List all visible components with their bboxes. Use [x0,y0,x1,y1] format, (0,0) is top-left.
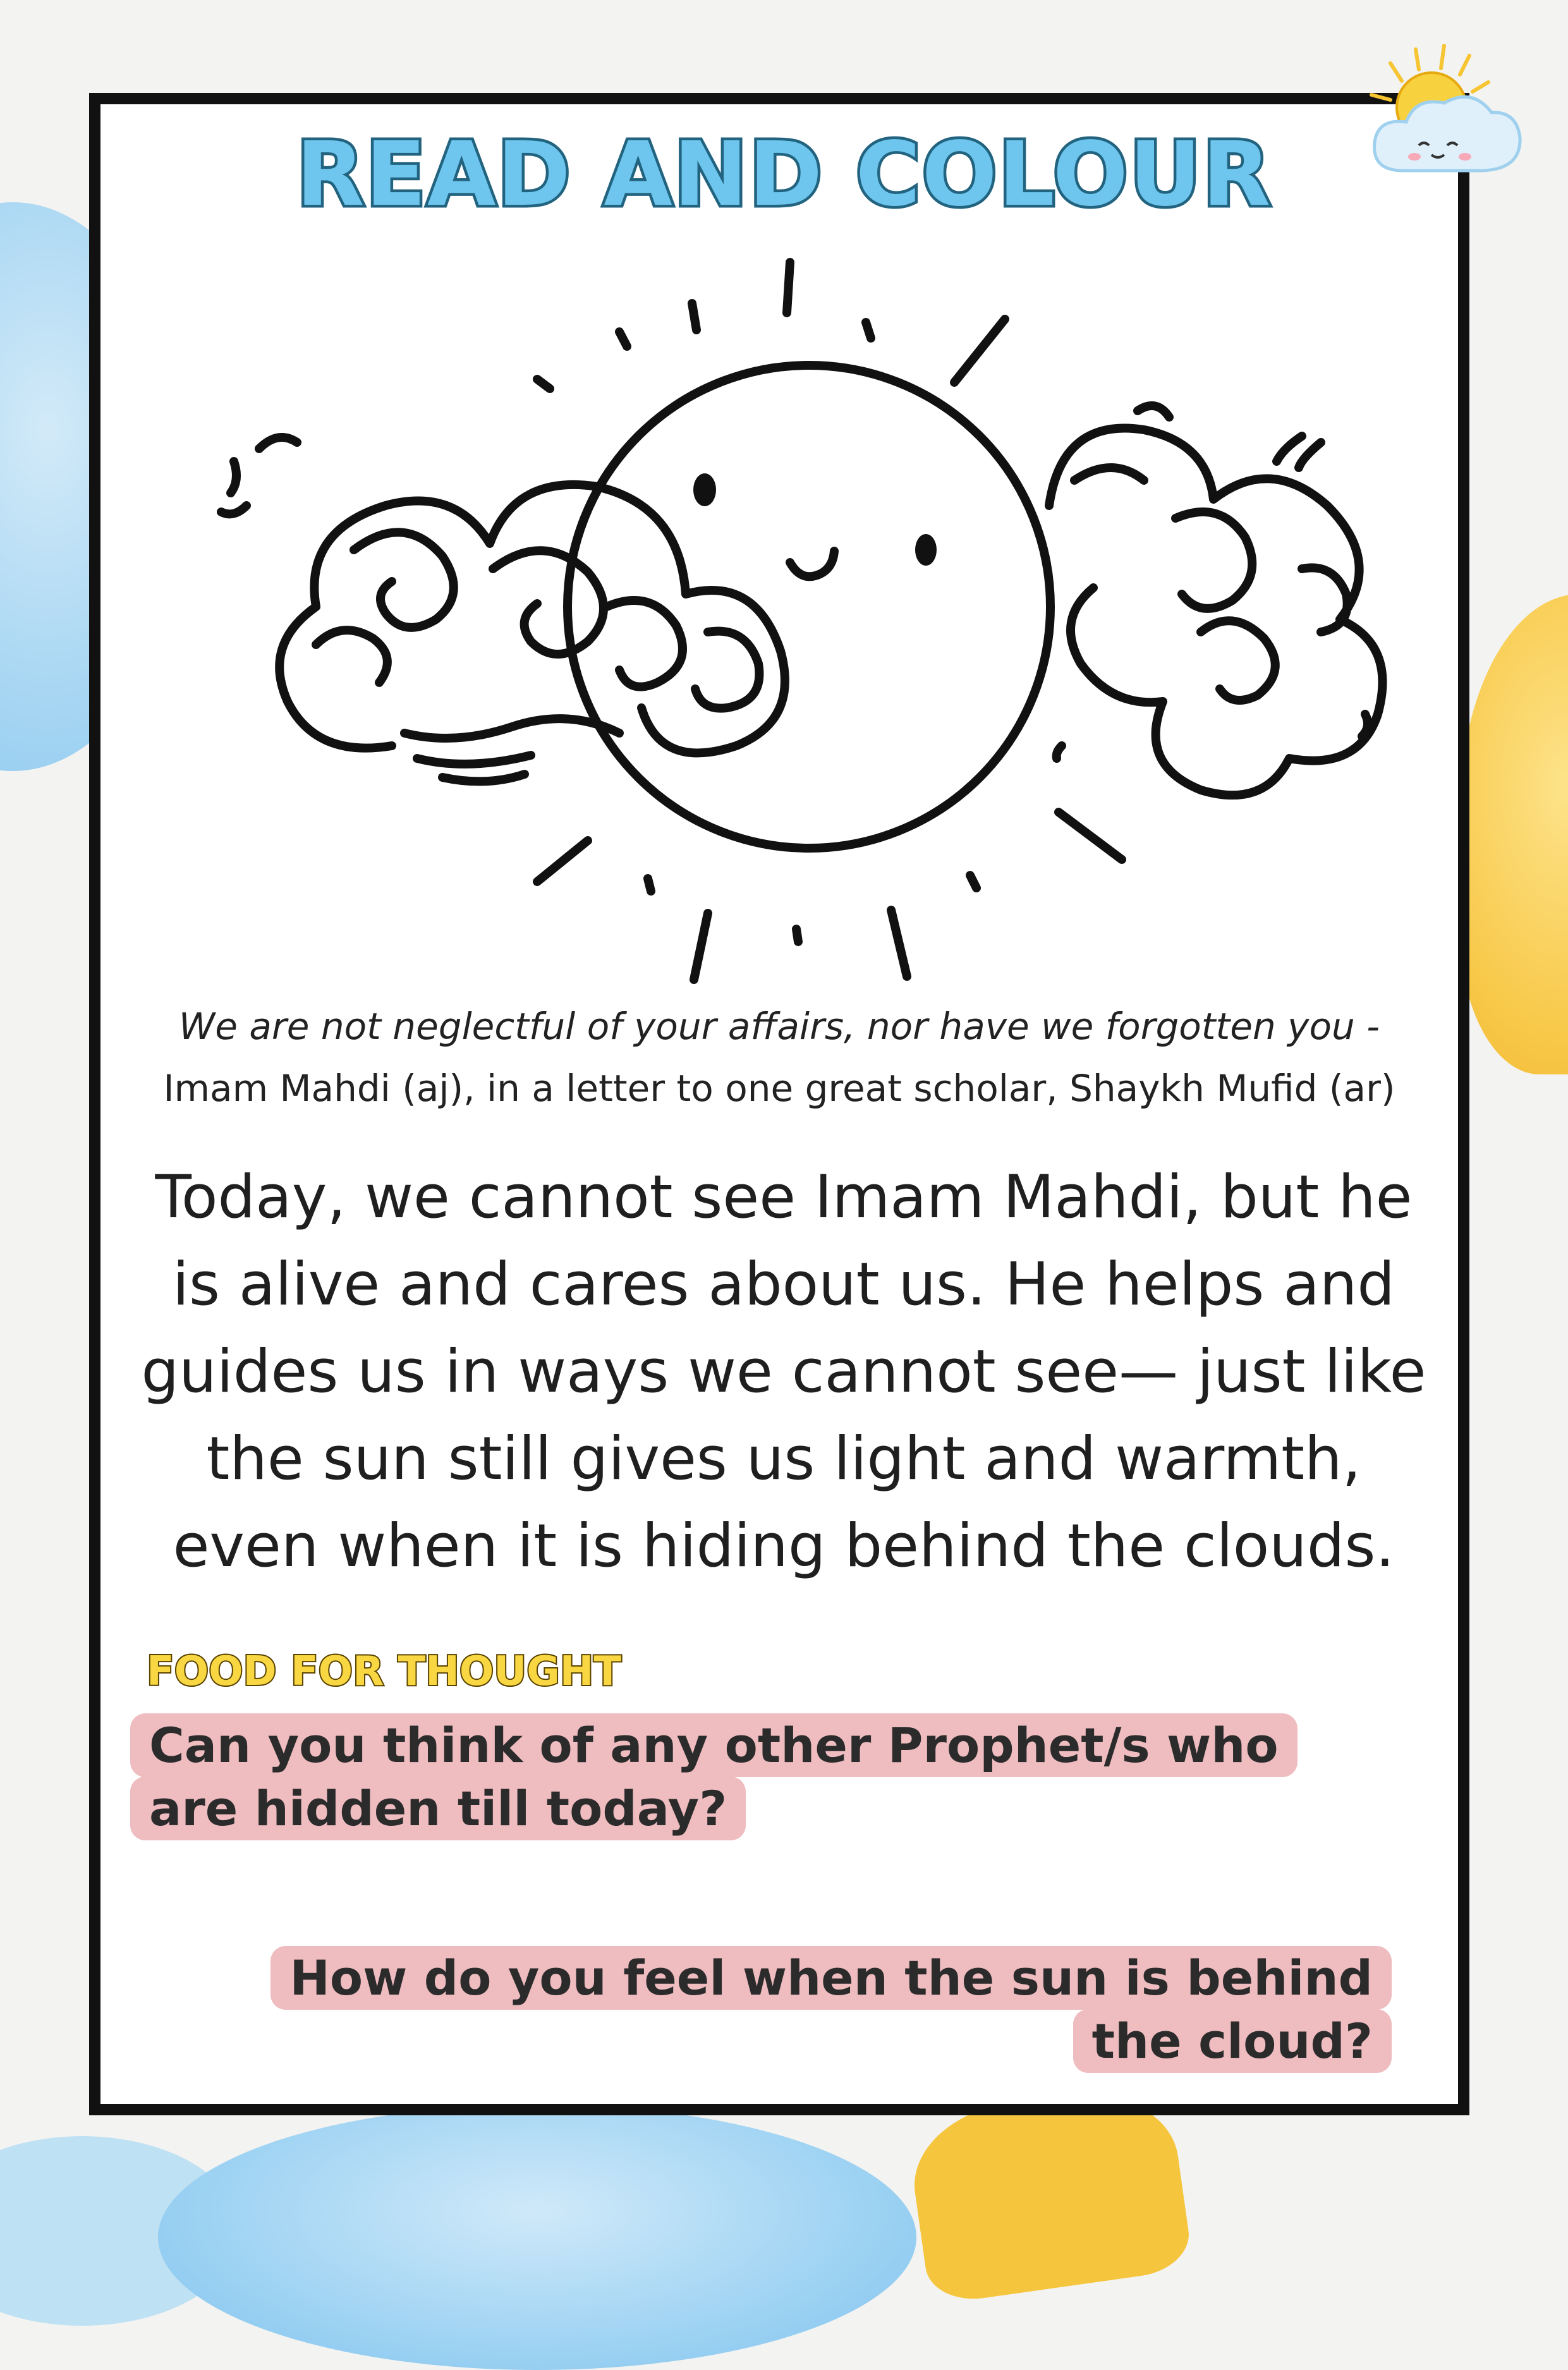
food-for-thought-heading: FOOD FOR THOUGHT [147,1648,621,1695]
question-1 [130,1714,1350,1840]
question-1-text: Can you think of any other Prophet/s who are hidden till today? [130,1713,1298,1840]
question-2-text: How do you feel when the sun is behind the cloud? [270,1946,1392,2073]
quote-line-1: We are not neglectful of your affairs, nor have we forgotten you - [178,1005,1380,1048]
watercolor-blue-bottom [158,2105,916,2370]
body-paragraph: Today, we cannot see Imam Mahdi, but he is alive and cares about us. He helps and guides us in ways we cannot see— just like the sun still gives us light and warmth, even when it is hiding behind the clouds. [141,1163,1426,1581]
sun-cloud-illustration [164,253,1416,1011]
watercolor-yellow-right [1460,594,1568,1074]
page-title: READ AND COLOUR [296,123,1272,226]
question-2 [235,1947,1392,2073]
quote-attribution: Imam Mahdi (aj), in a letter to one great scholar, Shaykh Mufid (ar) [163,1067,1395,1110]
